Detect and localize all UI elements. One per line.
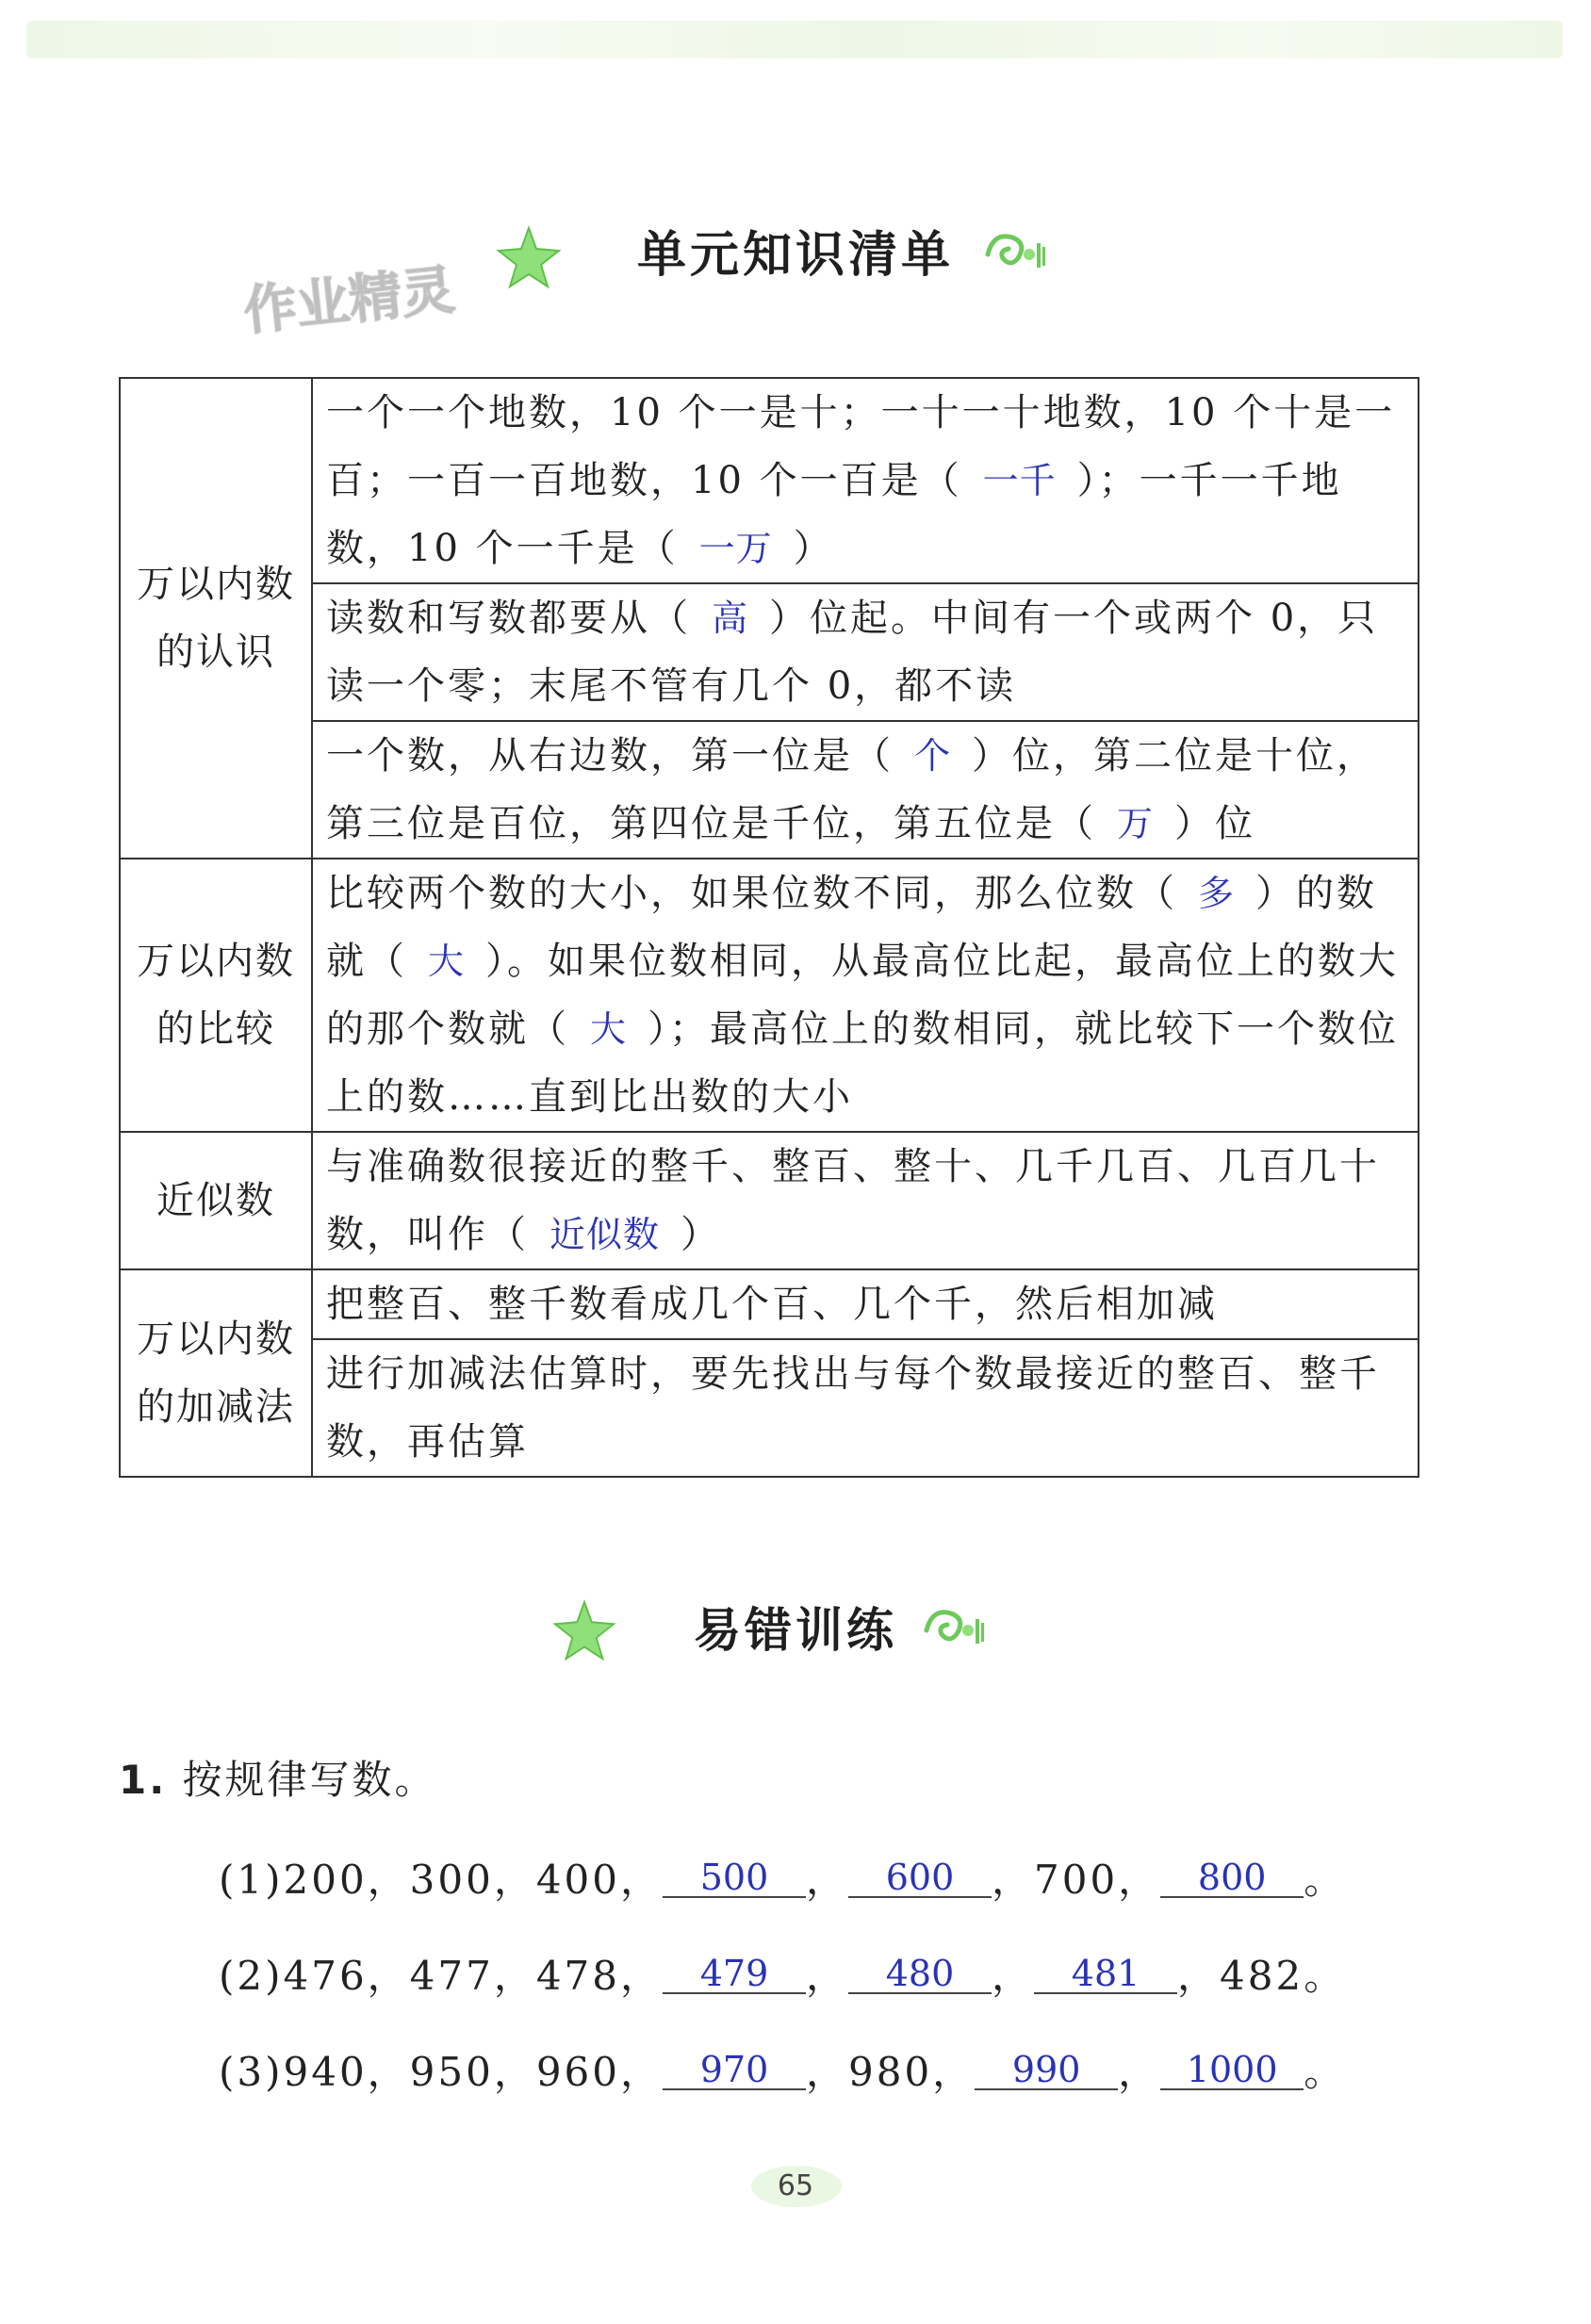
- sequence-label: (3): [219, 2049, 284, 2095]
- sequence-text: 476，477，478，: [283, 1953, 663, 1999]
- content-cell: [312, 1132, 1419, 1269]
- content-text: ）位: [1174, 802, 1256, 845]
- sequence-text: ，482。: [1177, 1953, 1347, 1999]
- answer-blank[interactable]: 479: [663, 1955, 806, 1994]
- content-cell: [312, 721, 1419, 859]
- content-cell: [312, 378, 1419, 583]
- swirl-icon: [919, 1602, 985, 1657]
- answer-blank[interactable]: 481: [1034, 1955, 1177, 1994]
- content-text: ）；最高位上的数相同，就比较下一个数位上的数……直到比出数的大小: [326, 1007, 1400, 1119]
- table-row: [120, 1339, 1419, 1477]
- sequence-text: ，980，: [806, 2049, 976, 2095]
- watermark: 作业精灵: [240, 259, 458, 343]
- answer-text: 近似数: [549, 1214, 661, 1255]
- sequence-text: ，700，: [992, 1857, 1161, 1903]
- question-1: [119, 1749, 437, 1806]
- table-row: [120, 1269, 1419, 1339]
- question-text: 按规律写数。: [182, 1757, 437, 1803]
- content-cell: [312, 1269, 1419, 1339]
- sequence-label: (2): [219, 1953, 284, 1999]
- answer-text: 大: [590, 1008, 628, 1050]
- content-text: 一个一个地数，10 个一是十；一十一十地数，10 个十是一百；一百一百地数，10 个一百是（: [326, 391, 1396, 502]
- answer-text: 高: [712, 597, 749, 639]
- content-text: ）位起。中间有一个或两个 0，只读一个零；末尾不管有几个 0，都不读: [326, 597, 1379, 708]
- sequence-label: (1): [219, 1857, 284, 1903]
- sequence-text: ，: [1118, 2049, 1161, 2095]
- sequence-row-3: [219, 2041, 1346, 2098]
- answer-text: 大: [428, 941, 466, 982]
- sequence-text: 。: [1304, 2049, 1347, 2095]
- section-title-knowledge: 单元知识清单: [636, 227, 954, 284]
- content-text: ）的数就（: [326, 872, 1378, 983]
- answer-blank[interactable]: 500: [663, 1858, 806, 1898]
- answer-blank[interactable]: 800: [1160, 1858, 1304, 1898]
- content-cell: [312, 859, 1419, 1132]
- content-text: ）位，第二位是十位，第三位是百位，第四位是千位，第五位是（: [326, 734, 1378, 845]
- sequence-text: ，: [806, 1953, 849, 1999]
- swirl-icon: [980, 226, 1046, 281]
- content-cell: [312, 583, 1419, 721]
- content-text: ）；一千一千地数，10 个一千是（: [326, 459, 1342, 570]
- content-cell: [312, 1339, 1419, 1477]
- content-text: ）: [793, 527, 834, 570]
- answer-blank[interactable]: 990: [975, 2051, 1118, 2090]
- sequence-row-1: [219, 1849, 1346, 1906]
- content-text: 比较两个数的大小，如果位数不同，那么位数（: [326, 872, 1177, 915]
- answer-blank[interactable]: 600: [848, 1858, 992, 1898]
- table-row: [120, 859, 1419, 1132]
- question-number: 1.: [119, 1757, 168, 1803]
- answer-text: 万: [1117, 803, 1155, 844]
- sequence-text: 940，950，960，: [283, 2049, 663, 2095]
- table-row: [120, 1132, 1419, 1269]
- table-row: [120, 721, 1419, 859]
- answer-blank[interactable]: 480: [848, 1955, 992, 1994]
- content-text: 与准确数很接近的整千、整百、整十、几千几百、几百几十数，叫作（: [326, 1145, 1380, 1256]
- sequence-text: 。: [1304, 1857, 1347, 1903]
- topic-cell: 近似数: [120, 1132, 312, 1269]
- sequence-text: ，: [992, 1953, 1035, 1999]
- answer-text: 一千: [982, 460, 1057, 501]
- answer-text: 个: [914, 735, 952, 777]
- answer-text: 一万: [698, 528, 773, 569]
- content-text: ）。如果位数相同，从最高位比起，最高位上的数大的那个数就（: [326, 940, 1400, 1051]
- table-row: [120, 583, 1419, 721]
- content-text: 把整百、整千数看成几个百、几个千，然后相加减: [326, 1283, 1218, 1326]
- answer-blank[interactable]: 1000: [1160, 2051, 1304, 2090]
- content-text: 读数和写数都要从（: [326, 597, 691, 640]
- table-row: [120, 378, 1419, 583]
- sequence-text: 200，300，400，: [283, 1857, 663, 1903]
- sequence-row-2: [219, 1945, 1346, 2002]
- content-text: 一个数，从右边数，第一位是（: [326, 734, 894, 777]
- answer-text: 多: [1198, 873, 1236, 914]
- section-title-practice: 易错训练: [694, 1603, 897, 1658]
- answer-blank[interactable]: 970: [663, 2051, 806, 2090]
- content-text: ）: [681, 1213, 722, 1256]
- topic-cell: 万以内数的加减法: [120, 1269, 312, 1477]
- topic-cell: 万以内数的比较: [120, 859, 312, 1132]
- topic-cell: 万以内数的认识: [120, 378, 312, 859]
- knowledge-table: [119, 377, 1419, 1478]
- content-text: 进行加减法估算时，要先找出与每个数最接近的整百、整千数，再估算: [326, 1352, 1380, 1464]
- sequence-text: ，: [806, 1857, 849, 1903]
- page-number: 65: [777, 2169, 814, 2202]
- top-decorative-band: [26, 21, 1563, 58]
